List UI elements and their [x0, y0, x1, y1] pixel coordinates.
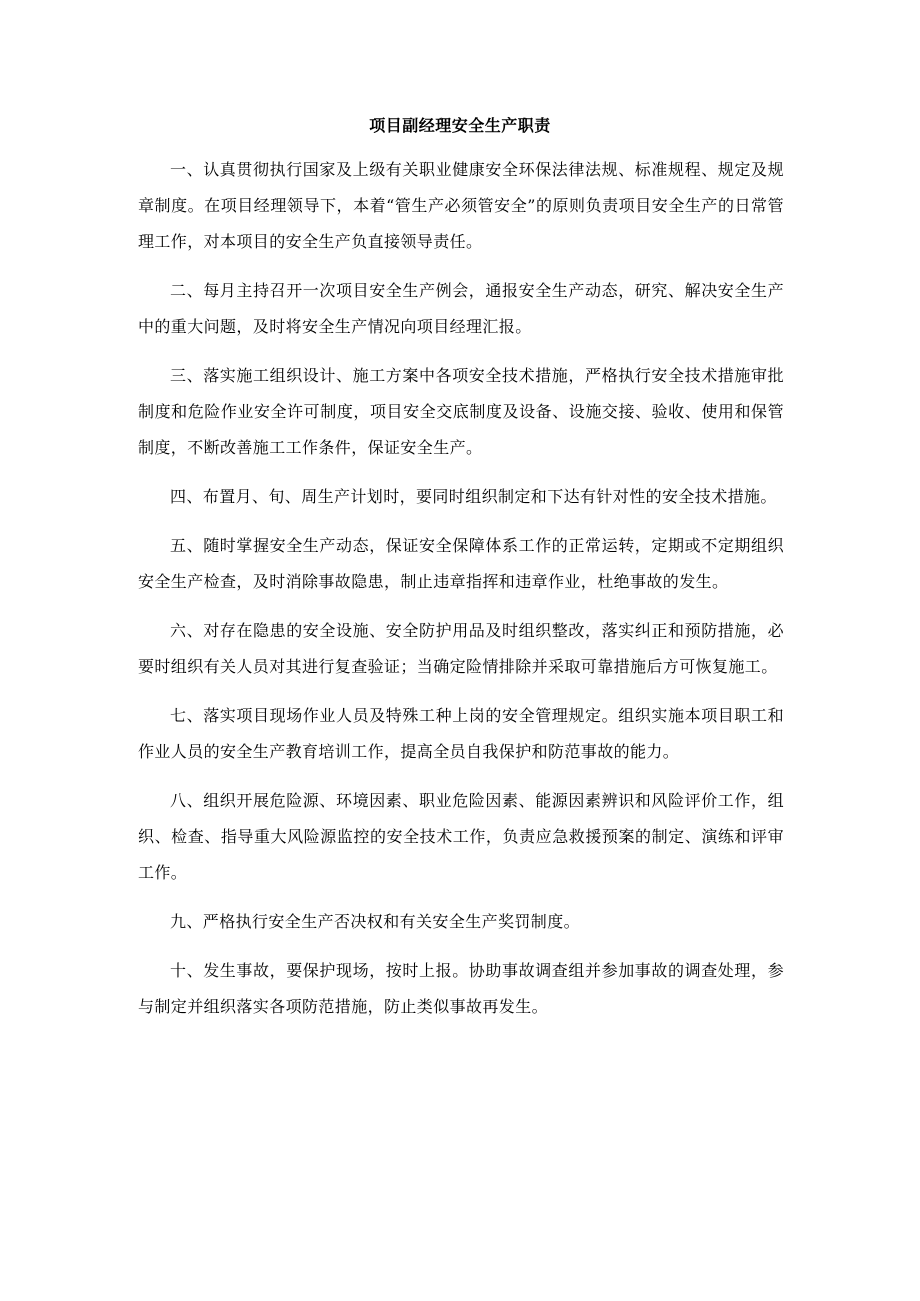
paragraph-2: 二、每月主持召开一次项目安全生产例会，通报安全生产动态，研究、解决安全生产中的重大问题，及时将安全生产情况向项目经理汇报。 — [138, 281, 784, 336]
document-body — [138, 152, 784, 1038]
paragraph-10: 十、发生事故，要保护现场，按时上报。协助事故调查组并参加事故的调查处理，参与制定并组织落实各项防范措施，防止类似事故再发生。 — [138, 961, 784, 1016]
paragraph-8: 八、组织开展危险源、环境因素、职业危险因素、能源因素辨识和风险评价工作，组织、检查、指导重大风险源监控的安全技术工作，负责应急救援预案的制定、演练和评审工作。 — [138, 791, 784, 882]
paragraph-6: 六、对存在隐患的安全设施、安全防护用品及时组织整改，落实纠正和预防措施，必要时组织有关人员对其进行复查验证；当确定险情排除并采取可靠措施后方可恢复施工。 — [138, 621, 784, 676]
document-title: 项目副经理安全生产职责 — [369, 116, 551, 135]
paragraph-4: 四、布置月、旬、周生产计划时，要同时组织制定和下达有针对性的安全技术措施。 — [170, 487, 777, 506]
paragraph-5: 五、随时掌握安全生产动态，保证安全保障体系工作的正常运转，定期或不定期组织安全生产检查，及时消除事故隐患，制止违章指挥和违章作业，杜绝事故的发生。 — [138, 536, 784, 591]
paragraph-9: 九、严格执行安全生产否决权和有关安全生产奖罚制度。 — [170, 912, 581, 931]
paragraph-7: 七、落实项目现场作业人员及特殊工种上岗的安全管理规定。组织实施本项目职工和作业人员的安全生产教育培训工作，提高全员自我保护和防范事故的能力。 — [138, 706, 784, 761]
paragraph-1: 一、认真贯彻执行国家及上级有关职业健康安全环保法律法规、标准规程、规定及规章制度。在项目经理领导下，本着“管生产必须管安全”的原则负责项目安全生产的日常管理工作，对本项目的安全生产负直接领导责任。 — [138, 160, 784, 251]
paragraph-3: 三、落实施工组织设计、施工方案中各项安全技术措施，严格执行安全技术措施审批制度和危险作业安全许可制度，项目安全交底制度及设备、设施交接、验收、使用和保管制度，不断改善施工工作条件，保证安全生产。 — [138, 366, 784, 457]
